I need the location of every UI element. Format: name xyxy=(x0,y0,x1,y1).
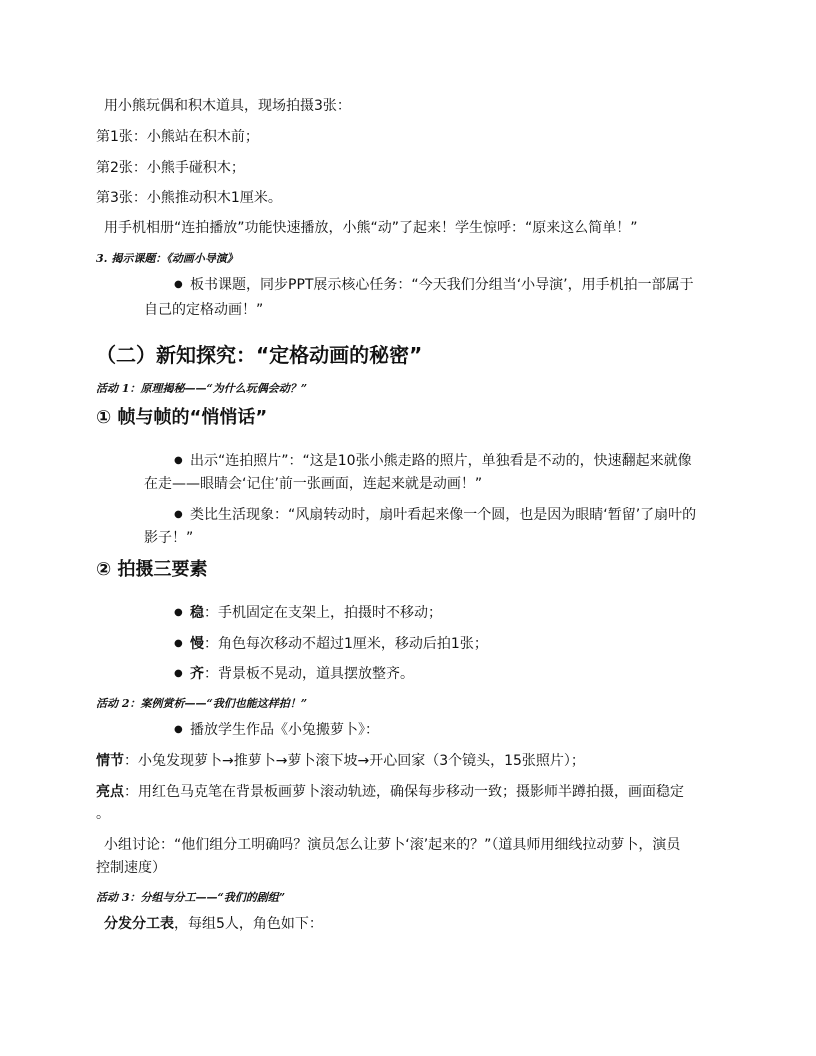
element-tidy xyxy=(190,664,414,684)
element-label: 稳 xyxy=(190,605,204,621)
frames-bullet2-line1: 类比生活现象：“风扇转动时，扇叶看起来像一个圆，也是因为眼睛‘暂留’了扇叶的 xyxy=(190,507,697,523)
case-plot xyxy=(96,751,585,771)
shot-1: 第1张：小熊站在积木前； xyxy=(96,129,259,145)
bullet-icon: ● xyxy=(174,455,183,466)
highlight-text: ：用红色马克笔在背景板画萝卜滚动轨迹，确保每步移动一致；摄影师半蹲拍摄，画面稳定 xyxy=(124,784,684,800)
shot-2: 第2张：小熊手碰积木； xyxy=(96,160,245,176)
intro-text: ，每组5人，角色如下： xyxy=(174,916,323,932)
step3-bullet-line2: 自己的定格动画！” xyxy=(144,302,264,318)
section-title: （二）新知探究：“定格动画的秘密” xyxy=(96,343,423,367)
frames-bullet1-line2: 在走——眼睛会‘记住’前一张画面，连起来就是动画！” xyxy=(144,476,483,492)
activity1-heading: 活动 1：原理揭秘——“为什么玩偶会动？” xyxy=(96,382,308,395)
case-highlight-line1 xyxy=(96,782,684,802)
highlight-label: 亮点 xyxy=(96,784,124,800)
frames-bullet2-line2: 影子！” xyxy=(144,530,194,546)
intro-label: 分发分工表 xyxy=(104,916,174,932)
bullet-icon: ● xyxy=(174,607,183,618)
element-label: 慢 xyxy=(190,636,204,652)
step3-heading: 3. 揭示课题：《动画小导演》 xyxy=(96,252,238,265)
activity3-intro xyxy=(104,914,323,934)
step3-bullet-line1: 板书课题，同步PPT展示核心任务：“今天我们分组当‘小导演’，用手机拍一部属于 xyxy=(190,277,694,293)
activity2-heading: 活动 2：案例赏析——“我们也能这样拍！” xyxy=(96,697,308,710)
case-bullet: 播放学生作品《小兔搬萝卜》： xyxy=(190,722,379,738)
plot-label: 情节 xyxy=(96,753,124,769)
bullet-icon: ● xyxy=(174,279,183,290)
element-label: 齐 xyxy=(190,666,204,682)
discussion-line1: 小组讨论：“他们组分工明确吗？演员怎么让萝卜‘滚’起来的？”（道具师用细线拉动萝卜，演员 xyxy=(104,837,681,853)
discussion-line2: 控制速度） xyxy=(96,860,166,876)
element-text: ：背景板不晃动，道具摆放整齐。 xyxy=(204,666,414,682)
demo-line: 用手机相册“连拍播放”功能快速播放，小熊“动”了起来！学生惊呼：“原来这么简单！” xyxy=(104,220,638,236)
bullet-icon: ● xyxy=(174,668,183,679)
case-highlight-line2: 。 xyxy=(96,806,110,822)
bullet-icon: ● xyxy=(174,509,183,520)
element-text: ：手机固定在支架上，拍摄时不移动； xyxy=(204,605,442,621)
subheading-elements: ② 拍摄三要素 xyxy=(96,559,208,580)
activity3-heading: 活动 3：分组与分工——“我们的剧组” xyxy=(96,891,286,904)
bullet-icon: ● xyxy=(174,638,183,649)
intro-line: 用小熊玩偶和积木道具，现场拍摄3张： xyxy=(104,98,351,114)
bullet-icon: ● xyxy=(174,724,183,735)
element-text: ：角色每次移动不超过1厘米，移动后拍1张； xyxy=(204,636,488,652)
element-slow xyxy=(190,634,488,654)
frames-bullet1-line1: 出示“连拍照片”：“这是10张小熊走路的照片，单独看是不动的，快速翻起来就像 xyxy=(190,453,692,469)
element-steady xyxy=(190,603,442,623)
plot-text: ：小兔发现萝卜→推萝卜→萝卜滚下坡→开心回家（3个镜头，15张照片）； xyxy=(124,753,585,769)
subheading-frames: ① 帧与帧的“悄悄话” xyxy=(96,407,268,428)
shot-3: 第3张：小熊推动积木1厘米。 xyxy=(96,190,282,206)
